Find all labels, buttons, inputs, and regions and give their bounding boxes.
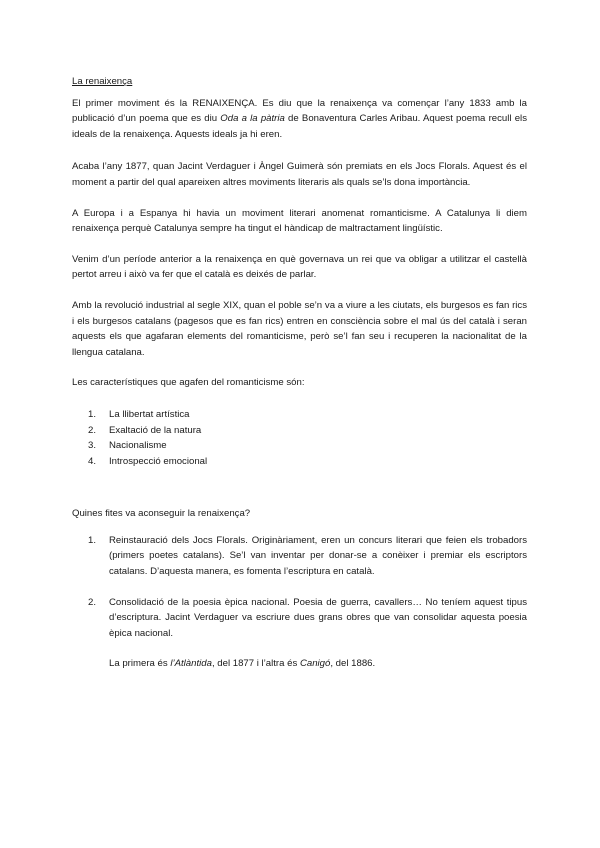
paragraph-intro-text: El primer moviment és la RENAIXENÇA. Es diu que la renaixença va començar l’any 1833 amb la publicació d’un poema que es diu: [72, 97, 527, 125]
works-note-text: , del 1877 i l’altra és: [211, 658, 300, 670]
achievements-list: [72, 533, 527, 642]
list-item: [72, 438, 527, 454]
list-item-text: Consolidació de la poesia èpica nacional. Poesia de guerra, cavallers… No teníem aquest tipus d’escriptura. Jacint Verdaguer va escriure dues grans obres que van consolidar aquesta poesia èpica nacional.: [109, 596, 527, 639]
paragraph-intro: [72, 96, 527, 143]
features-intro: Les característiques que agafen del romanticisme són:: [72, 377, 305, 389]
features-list: [72, 407, 527, 469]
works-note-text: , del 1886.: [330, 658, 376, 670]
paragraph-romanticism: A Europa i a Espanya hi havia un moviment literari anomenat romanticisme. A Catalunya li diem renaixença perquè Catalunya sempre ha tingut el hàndicap de maltractament lingüístic.: [72, 207, 527, 235]
list-number: 2.: [88, 424, 97, 436]
list-number: 3.: [88, 440, 97, 452]
list-item-text: Reinstauració dels Jocs Florals. Originàriament, eren un concurs literari que feien els trobadors (primers poetes catalans). Se’l van inventar per donar-se a conèixer i premiar els escriptors catalans. D’aquesta manera, es fomenta l’escriptura en català.: [109, 534, 527, 578]
works-note: [72, 656, 527, 672]
list-item: [72, 454, 527, 470]
paragraph-intro-text-end: de Bonaventura Carles Aribau. Aquest poema recull els ideals de la renaixença. Aquests ideals ja hi eren.: [72, 113, 527, 140]
paragraph-industrial-revolution: Amb la revolució industrial al segle XIX, quan el poble se’n va a viure a les ciutats, els burgesos es fan rics i els burgesos catalans (pagesos que es fan rics) entren en consciència sobre el mal ús del català i seran aquests els que agafaran elements del romanticisme, però se’l fan seu i recuperen la nacionalitat de la llengua catalana.: [72, 299, 527, 358]
document-page: [72, 74, 527, 672]
list-number: 1.: [88, 534, 97, 546]
list-number: 1.: [88, 408, 97, 420]
work-title-atlantida: l’Atlàntida: [170, 658, 212, 670]
paragraph-previous-period: Venim d’un període anterior a la renaixença en què governava un rei que va obligar a utilitzar el castellà pertot arreu i això va fer que el català es deixés de parlar.: [72, 253, 527, 281]
list-item: [72, 595, 527, 642]
list-number: 2.: [88, 596, 97, 608]
list-item-text: Introspecció emocional: [109, 455, 208, 467]
list-item-text: Exaltació de la natura: [109, 424, 202, 436]
page-title: La renaixença: [72, 76, 133, 87]
work-title-canigo: Canigó: [299, 658, 331, 670]
list-item: [72, 533, 527, 580]
list-item-text: Nacionalisme: [109, 440, 167, 452]
list-item-text: La llibertat artística: [109, 408, 190, 420]
list-number: 4.: [88, 455, 97, 467]
works-note-text: La primera és: [109, 658, 171, 670]
poem-title: Oda a la pàtria: [220, 113, 285, 125]
question-heading: Quines fites va aconseguir la renaixença?: [72, 508, 251, 520]
list-item: [72, 423, 527, 439]
paragraph-end-date: Acaba l’any 1877, quan Jacint Verdaguer i Àngel Guimerà són premiats en els Jocs Florals. Aquest és el moment a partir del qual apareixen altres moviments literaris als quals se’ls dona importància.: [72, 161, 527, 188]
list-item: [72, 407, 527, 423]
